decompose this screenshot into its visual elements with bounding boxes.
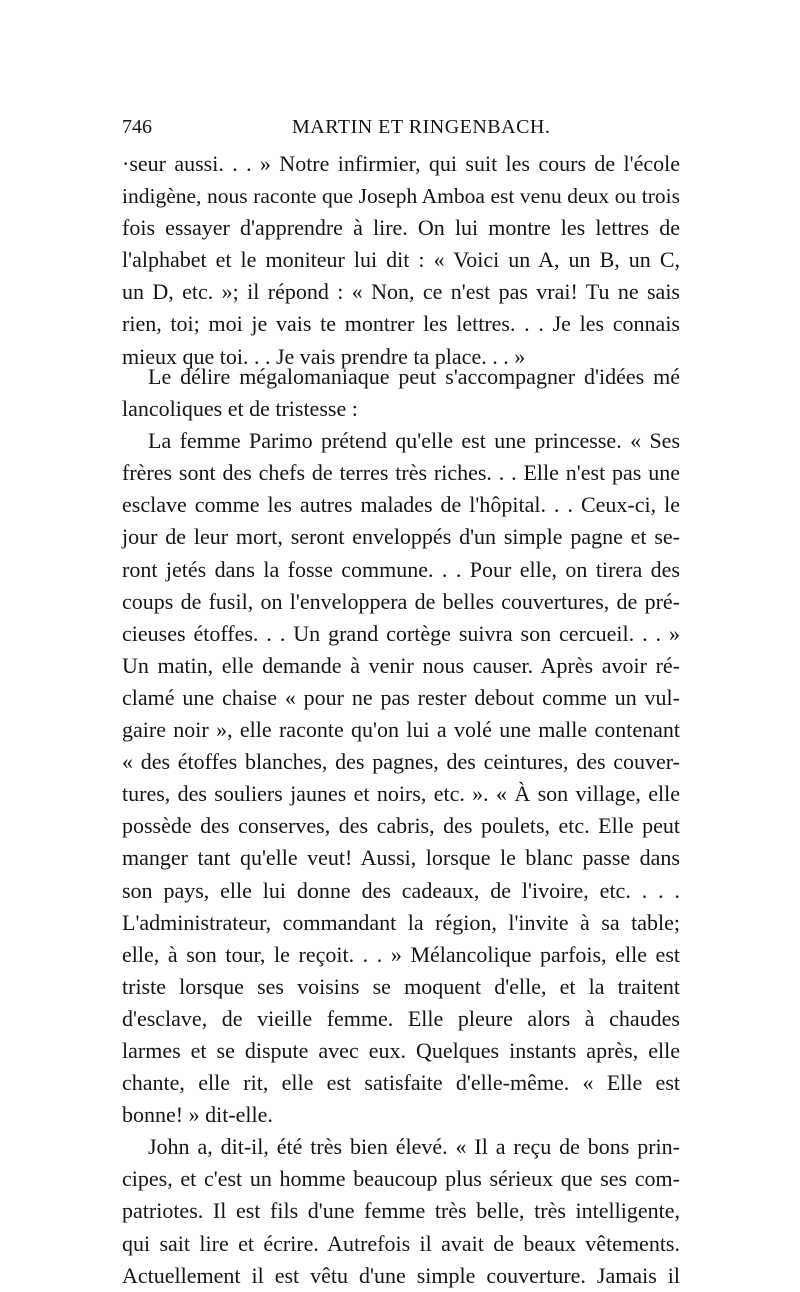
text-line: fois essayer d'apprendre à lire. On lui montre les lettres de [122,215,680,241]
text-line: tures, des souliers jaunes et noirs, etc. ». « À son village, elle [122,781,680,807]
text-line: John a, dit-il, été très bien élevé. « Il a reçu de bons prin- [148,1134,680,1160]
text-line: gaire noir », elle raconte qu'on lui a volé une malle contenant [122,717,680,743]
text-line: bonne! » dit-elle. [122,1102,273,1128]
text-line: triste lorsque ses voisins se moquent d'elle, et la traitent [122,973,680,999]
text-line: mieux que toi. . . Je vais prendre ta place. . . » [122,343,526,369]
text-line: larmes et se dispute avec eux. Quelques instants après, elle [122,1037,680,1063]
text-line: jour de leur mort, seront enveloppés d'un simple pagne et se- [122,524,680,550]
text-line: elle, à son tour, le reçoit. . . » Mélancolique parfois, elle est [122,941,680,967]
running-title: MARTIN ET RINGENBACH. [292,116,551,138]
text-block-1 [122,148,680,373]
text-line: son pays, elle lui donne des cadeaux, de l'ivoire, etc. . . . [122,877,680,903]
text-line: L'administrateur, commandant la région, l'invite à sa table; [122,909,680,935]
text-line: clamé une chaise « pour ne pas rester debout comme un vul- [122,684,680,710]
text-line: Le délire mégalomaniaque peut s'accompagner d'idées mé [148,364,680,389]
page-header [122,116,682,144]
text-line: rien, toi; moi je vais te montrer les lettres. . . Je les connais [122,311,680,337]
text-line: manger tant qu'elle veut! Aussi, lorsque le blanc passe dans [122,845,680,871]
text-line: Actuellement il est vêtu d'une simple couverture. Jamais il [122,1262,680,1288]
text-line: Un matin, elle demande à venir nous causer. Après avoir ré- [122,652,680,678]
text-line: d'esclave, de vieille femme. Elle pleure alors à chaudes [122,1005,680,1031]
page-number: 746 [122,116,152,138]
text-line: qui sait lire et écrire. Autrefois il avait de beaux vêtements. [122,1230,680,1256]
text-line: chante, elle rit, elle est satisfaite d'elle-même. « Elle est [122,1070,680,1096]
text-line: indigène, nous raconte que Joseph Amboa est venu deux ou trois [122,184,680,209]
text-line: frères sont des chefs de terres très riches. . . Elle n'est pas une [122,460,680,486]
text-line: « des étoffes blanches, des pagnes, des ceintures, des couver- [122,749,680,775]
text-line: ront jetés dans la fosse commune. . . Pour elle, on tirera des [122,556,680,582]
text-line: cipes, et c'est un homme beaucoup plus sérieux que ses com- [122,1166,680,1192]
text-line: cieuses étoffes. . . Un grand cortège suivra son cercueil. . . » [122,620,680,646]
text-line: l'alphabet et le moniteur lui dit : « Voici un A, un B, un C, [122,247,680,273]
text-line: esclave comme les autres malades de l'hôpital. . . Ceux-ci, le [122,492,680,518]
text-line: patriotes. Il est fils d'une femme très belle, très intelligente, [122,1198,680,1224]
text-line: ·seur aussi. . . » Notre infirmier, qui suit les cours de l'école [122,151,680,176]
text-block-2 [122,361,680,1292]
text-line: possède des conserves, des cabris, des poulets, etc. Elle peut [122,813,680,839]
text-line: un D, etc. »; il répond : « Non, ce n'est pas vrai! Tu ne sais [122,279,680,305]
text-line: La femme Parimo prétend qu'elle est une princesse. « Ses [148,428,680,454]
text-line: lancoliques et de tristesse : [122,396,358,422]
text-line: coups de fusil, on l'enveloppera de belles couvertures, de pré- [122,588,680,614]
